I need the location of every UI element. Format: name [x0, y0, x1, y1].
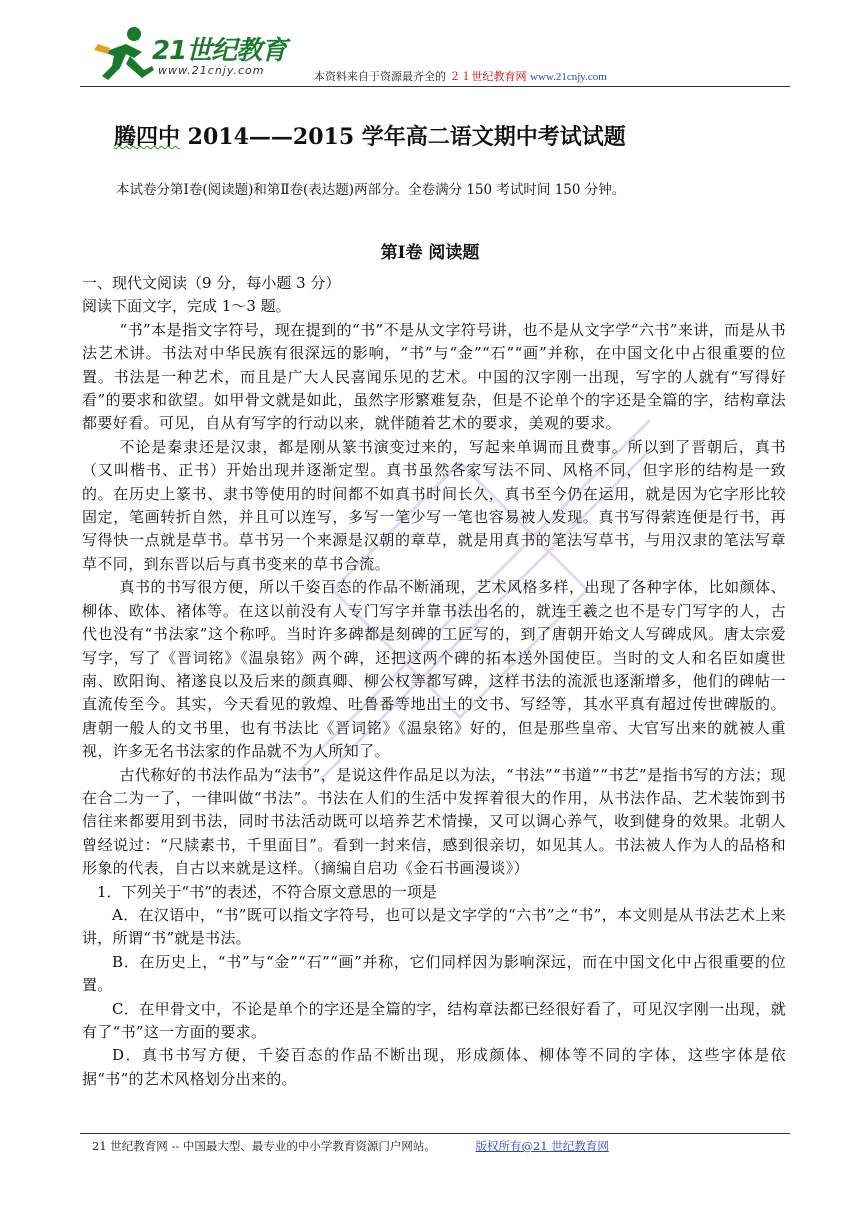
- header-note-site[interactable]: ２１世纪教育网: [449, 70, 527, 83]
- footer-divider: [80, 1133, 790, 1134]
- reading-section: [82, 272, 786, 1091]
- header-divider: [80, 86, 790, 87]
- title-main: 2014——2015 学年高二语文期中考试试题: [180, 124, 626, 150]
- passage-paragraph: “书”本是指文字符号，现在提到的“书”不是从文字符号讲，也不是从文字学“六书”来讲，而是从书法艺术讲。书法对中华民族有很深远的影响，“书”与“金”“石”“画”并称，在中国文化中占很重要的位置。书法是一种艺术，而且是广大人民喜闻乐见的艺术。中国的汉字刚一出现，写字的人就有“写得好看”的要求和欲望。如甲骨文就是如此，虽然字形繁难复杂，但是不论单个的字还是全篇的字，结构章法都要好看。可见，自从有写字的行动以来，就伴随着艺术的要求，美观的要求。: [82, 320, 786, 433]
- option-c: C．在甲骨文中，不论是单个的字还是全篇的字，结构章法都已经很好看了，可见汉字刚一出现，就有了“书”这一方面的要求。: [82, 999, 786, 1041]
- header-note-prefix: 本资料来自于资源最齐全的: [314, 70, 446, 83]
- passage-paragraph: 不论是秦隶还是汉隶，都是刚从篆书演变过来的，写起来单调而且费事。所以到了晋朝后，真书（又叫楷书、正书）开始出现并逐渐定型。真书虽然各家写法不同、风格不同，但字形的结构是一致的。在历史上篆书、隶书等使用的时间都不如真书时间长久，真书至今仍在运用，就是因为它字形比较固定，笔画转折自然，并且可以连写，多写一笔少写一笔也容易被人发现。真书写得萦连便是行书，再写得快一点就是草书。草书另一个来源是汉朝的章草，就是用真书的笔法写草书，与用汉隶的笔法写章草不同，到东晋以后与真书变来的草书合流。: [82, 437, 786, 573]
- passage-paragraph: 古代称好的书法作品为“法书”，是说这件作品足以为法，“书法”“书道”“书艺”是指书写的方法；现在合二为一了，一律叫做“书法”。书法在人们的生活中发挥着很大的作用，从书法作品、艺术装饰到书信往来都要用到书法，同时书法活动既可以培养艺术情操，又可以调心养气，收到健身的效果。北朝人曾经说过：“尺牍素书，千里面目”。看到一封来信，感到很亲切，如见其人。书法被人作为人的品格和形象的代表，自古以来就是这样。（摘编自启功《金石书画漫谈》）: [82, 765, 786, 878]
- title-school: 腾四中: [114, 124, 181, 150]
- question-1: 1．下列关于“书”的表述，不符合原文意思的一项是: [97, 882, 437, 901]
- option-b: B．在历史上，“书”与“金”“石”“画”并称，它们同样因为影响深远，而在中国文化中占很重要的位置。: [82, 952, 786, 995]
- footer-text: 21 世纪教育网 -- 中国最大型、最专业的中小学教育资源门户网站。: [92, 1139, 436, 1153]
- part-heading: 一、现代文阅读（9 分，每小题 3 分）: [82, 274, 341, 292]
- header-note-url[interactable]: www.21cnjy.com: [530, 71, 607, 83]
- site-logo[interactable]: [90, 22, 290, 84]
- header-note: [314, 68, 607, 84]
- option-a: A．在汉语中，“书”既可以指文字符号，也可以是文字学的“六书”之“书”，本文则是从书法艺术上来讲，所谓“书”就是书法。: [82, 905, 786, 948]
- logo-url: www.21cnjy.com: [158, 64, 265, 77]
- section-title: 第Ⅰ卷 阅读题: [380, 243, 480, 263]
- page-header: [80, 22, 790, 86]
- runner-logo-icon: [90, 22, 160, 84]
- passage-paragraph: 真书的书写很方便，所以千姿百态的作品不断涌现，艺术风格多样，出现了各种字体，比如颜体、柳体、欧体、褚体等。在这以前没有人专门写字并靠书法出名的，就连王羲之也不是专门写字的人，古代也没有“书法家”这个称呼。当时许多碑都是刻碑的工匠写的，到了唐朝开始文人写碑成风。唐太宗爱写字，写了《晋词铭》《温泉铭》两个碑，还把这两个碑的拓本送外国使臣。当时的文人和名臣如虞世南、欧阳询、褚遂良以及后来的颜真卿、柳公权等都写碑，这样书法的流派也逐渐增多，他们的碑帖一直流传至今。其实，今天看见的敦煌、吐鲁番等地出土的文书、写经等，其水平真有超过传世碑版的。唐朝一般人的文书里，也有书法比《晋词铭》《温泉铭》好的，但是那些皇帝、大官写出来的就被人重视，许多无名书法家的作品就不为人所知了。: [82, 578, 786, 761]
- copyright-link[interactable]: 版权所有@21 世纪教育网: [475, 1139, 609, 1153]
- exam-title: [114, 120, 626, 151]
- reading-instruction: 阅读下面文字，完成 1～3 题。: [82, 297, 291, 316]
- logo-text: 21世纪教育: [152, 36, 287, 66]
- option-d: D．真书书写方便，千姿百态的作品不断出现，形成颜体、柳体等不同的字体，这些字体是依据“书”的艺术风格划分出来的。: [82, 1046, 786, 1088]
- exam-intro: 本试卷分第Ⅰ卷(阅读题)和第Ⅱ卷(表达题)两部分。全卷满分 150 考试时间 150 分钟。: [116, 182, 626, 198]
- page-footer: [92, 1138, 609, 1154]
